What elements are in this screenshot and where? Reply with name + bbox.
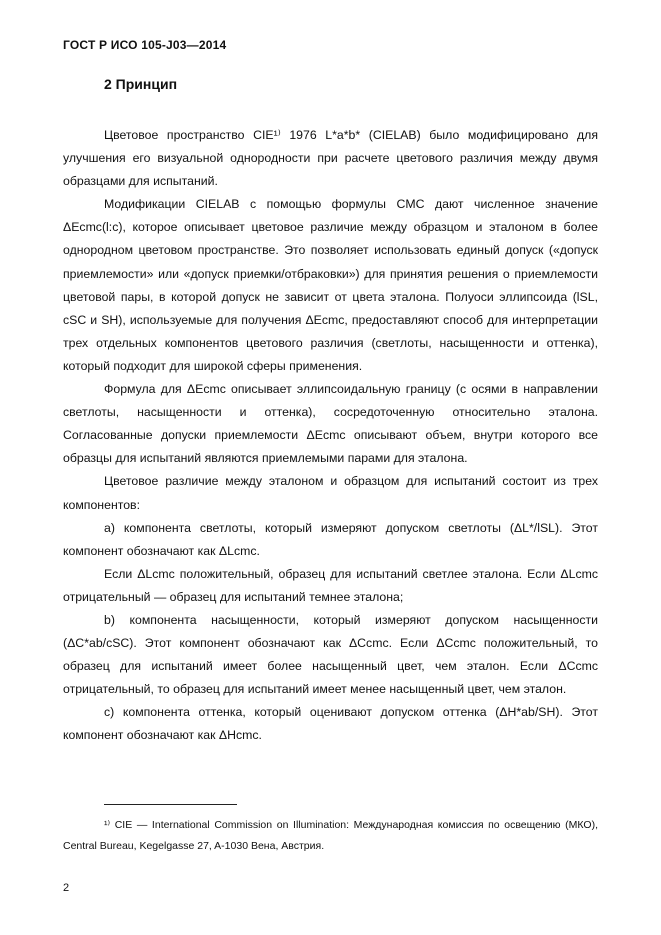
footnote-divider — [104, 804, 237, 805]
list-item-c: с) компонента оттенка, который оценивают допуском оттенка (ΔH*ab/SH). Этот компонент обозначают как ΔHcmc. — [63, 705, 598, 743]
list-item-a: а) компонента светлоты, который измеряют допуском светлоты (ΔL*/lSL). Этот компонент обозначают как ΔLcmc. — [63, 520, 598, 558]
section-body — [63, 124, 598, 748]
list-item-b: b) компонента насыщенности, который измеряют допуском насыщенности (ΔC*ab/cSC). Этот компонент обозначают как ΔCcmc. Если ΔCcmc положительный, то образец для испытаний имеет более насыщенный цвет, чем эталон. Если ΔCcmc отрицательный, то образец для испытаний имеет менее насыщенный цвет, чем эталон. — [63, 612, 598, 697]
paragraph-4: Цветовое различие между эталоном и образцом для испытаний состоит из трех компонентов: — [63, 474, 598, 512]
footnote: ¹⁾ CIE — International Commission on Illumination: Международная комиссия по освещению (МКО), Central Bureau, Kegelgasse 27, A-1030 Вена, Австрия. — [63, 819, 598, 852]
document-header: ГОСТ Р ИСО 105-J03—2014 — [63, 38, 227, 52]
paragraph-2: Модификации CIELAB с помощью формулы CMC дают численное значение ΔEcmc(l:c), которое описывает цветовое различие между образцом и эталоном в более однородном цветовом пространстве. Это позволяет использовать единый допуск («допуск приемлемости» или «допуск приемки/отбраковки») для принятия решения о приемлемости цветовой пары, в которой допуск не зависит от цвета эталона. Полуоси эллипсоида (lSL, cSC и SH), используемые для получения ΔEcmc, предоставляют способ для интерпретации трех отдельных компонентов цветового различия (светлоты, насыщенности и оттенка), который подходит для широкой сферы применения. — [63, 197, 598, 373]
paragraph-3: Формула для ΔEcmc описывает эллипсоидальную границу (с осями в направлении светлоты, насыщенности и оттенка), сосредоточенную относительно эталона. Согласованные допуски приемлемости ΔEcmc описывают объем, внутри которого все образцы для испытаний являются приемлемыми парами для эталона. — [63, 382, 598, 466]
list-item-a-note: Если ΔLcmc положительный, образец для испытаний светлее эталона. Если ΔLcmc отрицательный — образец для испытаний темнее эталона; — [63, 566, 598, 604]
section-title: 2 Принцип — [104, 76, 178, 92]
paragraph-1: Цветовое пространство CIE¹⁾ 1976 L*a*b* (CIELAB) было модифицировано для улучшения его визуальной однородности при расчете цветового различия между двумя образцами для испытаний. — [63, 128, 598, 189]
page-number: 2 — [63, 882, 70, 894]
